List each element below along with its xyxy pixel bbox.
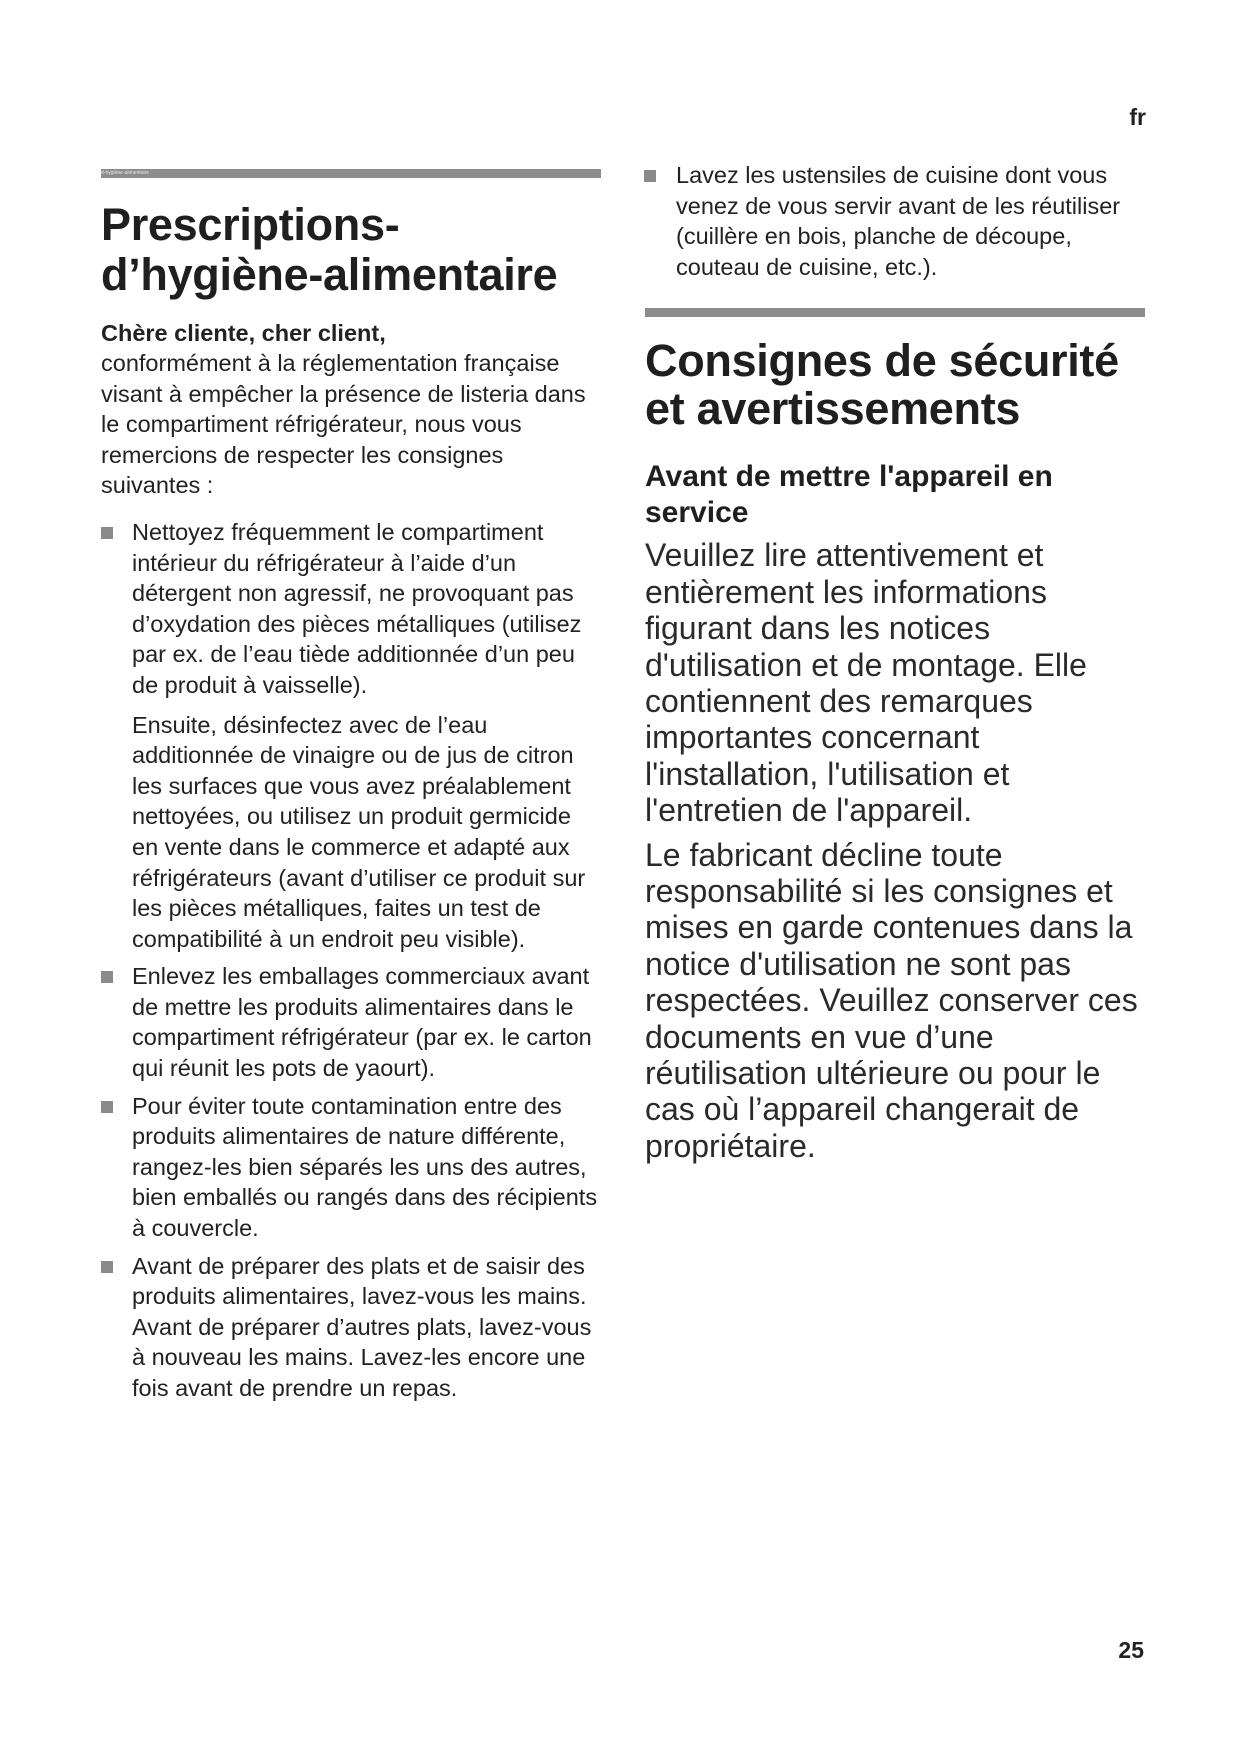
list-item-extra: Ensuite, désinfectez avec de l’eau additionnée de vinaigre ou de jus de citron les surfaces que vous avez préalablement nettoyées, ou utilisez un produit germicide en vente dans le commerce et adapté aux réfrigérateurs (avant d’utiliser ce produit sur les pièces métalliques, faites un test de compatibilité à un endroit peu visible). [132, 711, 586, 952]
instructions-paragraph: Veuillez lire attentivement et entièrement les informations figurant dans les notices d'utilisation et de montage. Elle contiennent des remarques importantes concernant l'installation, l'utilisation et l'entretien de l'appareil. [645, 537, 1087, 829]
section-rule [645, 308, 1145, 317]
left-column [101, 169, 601, 1411]
list-item [645, 160, 1145, 282]
square-bullet-icon [644, 170, 656, 182]
hygiene-list [101, 517, 601, 1404]
list-item-text: Lavez les ustensiles de cuisine dont vous venez de vous servir avant de les réutiliser (cuillère en bois, planche de découpe, couteau de cuisine, etc.). [676, 162, 1121, 280]
square-bullet-icon [101, 527, 113, 539]
list-item-text: Enlevez les emballages commerciaux avant de mettre les produits alimentaires dans le compartiment réfrigérateur (par ex. le carton qui réunit les pots de yaourt). [132, 963, 592, 1082]
language-code: fr [1129, 104, 1146, 130]
safety-section-title: Consignes de sécurité et avertissements [645, 335, 1119, 435]
list-item [101, 1091, 601, 1244]
page-title [101, 200, 601, 300]
rule-tag: d-hygiène-alimentaire [101, 170, 150, 176]
subsection-title: Avant de mettre l'appareil en service [645, 460, 1053, 530]
square-bullet-icon [101, 971, 113, 983]
hygiene-list-continued [645, 160, 1145, 282]
liability-paragraph: Le fabricant décline toute responsabilité si les consignes et mises en garde contenues dans la notice d'utilisation ne sont pas respectées. Veuillez conserver ces documents en vue d’une réutilisation ultérieure ou pour le cas où l’appareil changerait de propriétaire. [645, 836, 1138, 1164]
right-column [645, 160, 1145, 1164]
list-item-text: Avant de préparer des plats et de saisir des produits alimentaires, lavez-vous les mains. Avant de préparer d’autres plats, lavez-vous à nouveau les mains. Lavez-les encore une fois avant de prendre un repas. [132, 1252, 592, 1401]
page-number: 25 [1118, 1637, 1144, 1663]
list-item [101, 1251, 601, 1404]
section-rule [101, 169, 601, 178]
hygiene-title: Prescriptions- d’hygiène-alimentaire [101, 199, 558, 300]
square-bullet-icon [101, 1101, 113, 1113]
intro-paragraph: conformément à la réglementation française visant à empêcher la présence de listeria dans le compartiment réfrigérateur, nous vous remercions de respecter les consignes suivantes : [101, 350, 586, 499]
list-item [101, 961, 601, 1083]
square-bullet-icon [101, 1261, 113, 1273]
salutation: Chère cliente, cher client, [101, 320, 386, 346]
list-item-text: Nettoyez fréquemment le compartiment intérieur du réfrigérateur à l’aide d’un détergent non agressif, ne provoquant pas d’oxydation des pièces métalliques (utilisez par ex. de l’eau tiède additionnée d’un peu de produit à vaisselle). [132, 518, 582, 698]
list-item-text: Pour éviter toute contamination entre des produits alimentaires de nature différente, rangez-les bien séparés les uns des autres, bien emballés ou rangés dans des récipients à couvercle. [132, 1092, 598, 1242]
list-item [101, 517, 601, 954]
